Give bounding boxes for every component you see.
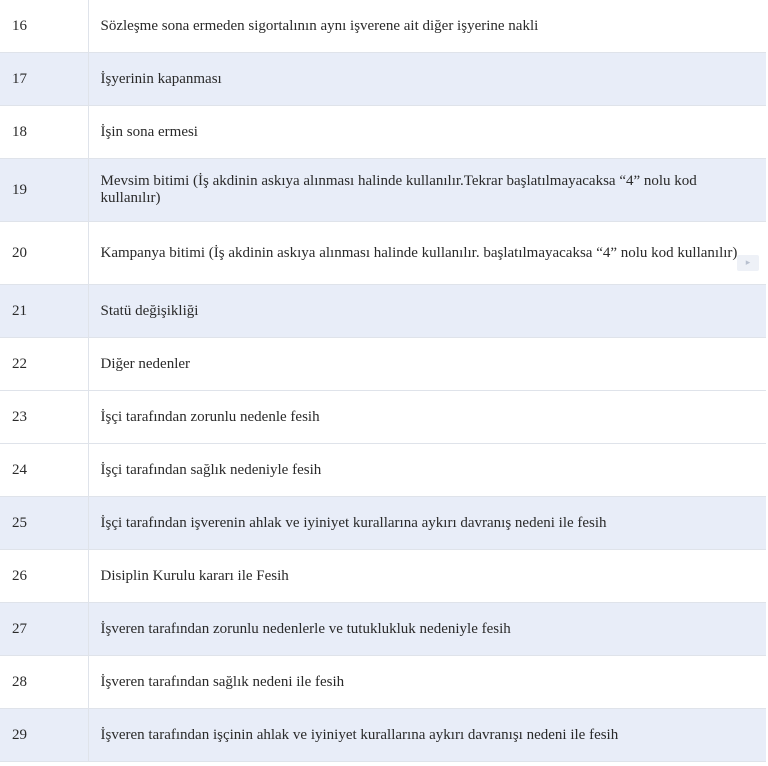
table-row xyxy=(0,53,766,106)
row-code: 19 xyxy=(0,159,88,222)
row-code: 23 xyxy=(0,391,88,444)
row-description: Kampanya bitimi (İş akdinin askıya alınması halinde kullanılır. başlatılmayacaksa “4” nolu kod kullanılır) xyxy=(88,222,766,285)
row-code: 16 xyxy=(0,0,88,53)
table-row xyxy=(0,391,766,444)
table-row xyxy=(0,338,766,391)
row-description: Sözleşme sona ermeden sigortalının aynı işverene ait diğer işyerine nakli xyxy=(88,0,766,53)
table-row xyxy=(0,159,766,222)
row-code: 17 xyxy=(0,53,88,106)
row-description: İşyerinin kapanması xyxy=(88,53,766,106)
table-row xyxy=(0,550,766,603)
row-description: İşçi tarafından zorunlu nedenle fesih xyxy=(88,391,766,444)
row-code: 26 xyxy=(0,550,88,603)
scroll-indicator-icon[interactable]: ▸ xyxy=(737,255,759,271)
row-code: 20 xyxy=(0,222,88,285)
table-row xyxy=(0,603,766,656)
row-code: 28 xyxy=(0,656,88,709)
row-code: 27 xyxy=(0,603,88,656)
row-description: İşveren tarafından zorunlu nedenlerle ve tutuklukluk nedeniyle fesih xyxy=(88,603,766,656)
table-row xyxy=(0,222,766,285)
row-description: İşçi tarafından işverenin ahlak ve iyiniyet kurallarına aykırı davranış nedeni ile fesih xyxy=(88,497,766,550)
row-description: İşçi tarafından sağlık nedeniyle fesih xyxy=(88,444,766,497)
row-description: İşin sona ermesi xyxy=(88,106,766,159)
row-description: İşveren tarafından sağlık nedeni ile fesih xyxy=(88,656,766,709)
table-row xyxy=(0,444,766,497)
row-description: Diğer nedenler xyxy=(88,338,766,391)
table-row xyxy=(0,656,766,709)
row-description: Disiplin Kurulu kararı ile Fesih xyxy=(88,550,766,603)
row-code: 29 xyxy=(0,709,88,762)
table-row xyxy=(0,709,766,762)
row-code: 21 xyxy=(0,285,88,338)
row-description: Statü değişikliği xyxy=(88,285,766,338)
table-row xyxy=(0,497,766,550)
row-description: İşveren tarafından işçinin ahlak ve iyiniyet kurallarına aykırı davranışı nedeni ile fesih xyxy=(88,709,766,762)
table-row xyxy=(0,0,766,53)
row-code: 22 xyxy=(0,338,88,391)
row-code: 18 xyxy=(0,106,88,159)
row-description: Mevsim bitimi (İş akdinin askıya alınması halinde kullanılır.Tekrar başlatılmayacaksa “4” nolu kod kullanılır) xyxy=(88,159,766,222)
row-code: 25 xyxy=(0,497,88,550)
row-code: 24 xyxy=(0,444,88,497)
table-row xyxy=(0,106,766,159)
table-row xyxy=(0,285,766,338)
